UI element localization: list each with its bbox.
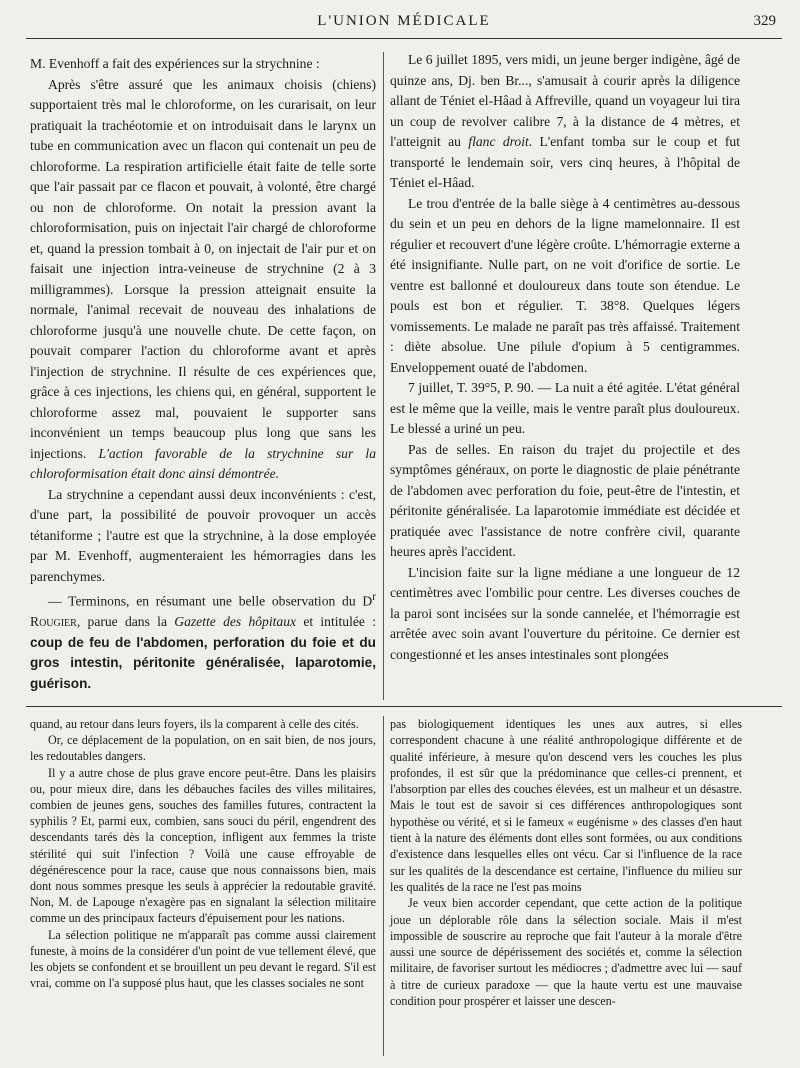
paragraph: Le trou d'entrée de la balle siège à 4 centimètres au-dessous du sein et un peu en dehors de la ligne mamelonnaire. Il est régulier et recouvert d'une légère croûte. L'hémorragie externe a été insignifiante. Nulle part, on ne voit d'orifice de sortie. Le ventre est ballonné et douloureux dans toute son étendue. Le pouls est bon et régulier. T. 38°8. Quelques légers vomissements. Le malade ne paraît pas très affaissé. Traitement : diète absolue. Une pilule d'opium à 5 centigrammes. Enveloppement ouaté de l'abdomen. xyxy=(390,195,740,375)
bottom-left-column xyxy=(30,716,376,991)
paragraph: Après s'être assuré que les animaux choisis (chiens) supportaient très mal le chloroforme, on les curarisait, on leur pratiquait la trachéotomie et on introduisait dans le larynx un tube en communication avec un flacon qui contenait un peu de chloroforme. La respiration artificielle était faite de telle sorte que l'air passait par ce flacon et pouvait, à volonté, être chargé ou non de chloroforme. On notait la pression avant la chloroformisation, puis on injectait l'air chargé de chloroforme et, quand la pression tombait à 0, on injectait de l'air pur et on faisait une injection intra-veineuse de strychnine (2 à 3 milligrammes). Lorsque la pression atteignait ensuite la normale, l'animal recevait de nouveau des inhalations de chloroforme jusqu'à une nouvelle chute. De cette façon, on pouvait comparer l'action du chloroforme avant et après l'injection de strychnine. Il résulte de ces expériences que, grâce à ces injections, les chiens qui, en général, supportent le chloroforme assez mal, pouvaient le supporter sans inconvénient un temps beaucoup plus long que sans les injections. L'action favorable de la strychnine sur la chloroformisation était donc ainsi démontrée. xyxy=(30,76,376,481)
paragraph: La strychnine a cependant aussi deux inconvénients : c'est, d'une part, la possibilité de pouvoir provoquer un accès tétaniforme ; l'autre est que la strychnine, à la dose employée par M. Evenhoff, augmenteraient les hémorragies dans les parenchymes. xyxy=(30,486,376,584)
header-rule xyxy=(26,38,782,39)
paragraph: — Terminons, en résumant une belle observation du $D^r$ Rougier, parue dans la Gazette des hôpitaux et intitulée : coup de feu de l'abdomen, perforation du foie et du gros intestin, péritonite généralisée, laparotomie, guérison. xyxy=(30,591,376,691)
paragraph: Or, ce déplacement de la population, on en sait bien, de nos jours, les redoutables dangers. xyxy=(30,733,376,764)
paragraph: Le 6 juillet 1895, vers midi, un jeune berger indigène, âgé de quinze ans, Dj. ben Br..., s'amusait à courir après la diligence allant de Téniet el-Hâad à Affreville, quand un voyageur lui tira un coup de revolver calibre 7, à la distance de 4 mètres, et l'atteignit au flanc droit. L'enfant tomba sur le coup et fut transporté le lendemain soir, vers cinq heures, à l'hôpital de Téniet el-Hâad. xyxy=(390,52,741,190)
italic-conclusion: L'action favorable de la strychnine sur la chloroformisation était donc ainsi démontrée. xyxy=(30,445,376,481)
paragraph: M. Evenhoff a fait des expériences sur la strychnine : xyxy=(30,56,320,71)
paragraph: Je veux bien accorder cependant, que cette action de la politique joue un déplorable rôle dans la sélection sociale. Mais il m'est impossible de souscrire au reproche que fait l'auteur à la morale d'être aussi une source de dépérissement des sociétés et, comme la sélection militaire, de favoriser surtout les médiocres ; d'admettre avec lui — sauf à titre de curieux paradoxe — que la haute vertu est une mauvaise condition pour prospérer et laisser une descen- xyxy=(390,896,742,1009)
section-rule xyxy=(26,706,782,707)
page-header xyxy=(24,10,784,36)
paragraph: quand, au retour dans leurs foyers, ils la comparent à celle des cités. xyxy=(30,717,359,731)
case-title: coup de feu de l'abdomen, perforation du foie et du gros intestin, péritonite généralisée, laparotomie, guérison. xyxy=(30,634,376,691)
column-divider-bottom xyxy=(383,716,384,1056)
paragraph: Pas de selles. En raison du trajet du projectile et des symptômes généraux, on porte le diagnostic de plaie pénétrante de l'abdomen avec perforation du foie, peut-être de l'intestin, et péritonite généralisée. La laparotomie immédiate est décidée et pratiquée avec l'assistance de notre confrère civil, quarante heures après l'accident. xyxy=(390,441,740,559)
journal-reference: Gazette des hôpitaux xyxy=(174,614,297,630)
paragraph: La sélection politique ne m'apparaît pas comme aussi clairement funeste, à moins de la considérer d'un point de vue tellement élevé, que les objets se confondent et se brouillent un peu devant le regard. S'il est vrai, comme on l'a supposé plus haut, que les classes sociales ne sont xyxy=(30,927,376,991)
column-divider-top xyxy=(383,52,384,700)
top-left-column xyxy=(30,54,376,694)
author-name: Rougier xyxy=(30,614,77,630)
bottom-right-column xyxy=(390,716,742,1009)
paragraph: L'incision faite sur la ligne médiane a une longueur de 12 centimètres avec l'ombilic pour centre. Les diverses couches de la paroi sont incisées sur la sonde cannelée, et l'hémorragie est arrêtée avec soin avant l'ouverture du péritoine. Ce dernier est congestionné et les anses intestinales sont plongées xyxy=(390,564,740,662)
journal-title: L'UNION MÉDICALE xyxy=(317,13,491,29)
paragraph: pas biologiquement identiques les unes aux autres, si elles correspondent chacune à une réalité anthropologique différente et de qualité inférieure, à mesure qu'on descend vers les couches les plus profondes, il est sûr que la prédominance que celles-ci prennent, et l'absorption par elles des couches élevées, est un malheur et un désastre. Mais le tout est de savoir si ces différences anthropologiques sont hypothèse ou vérité, et si le fameux « eugénisme » des classes d'en haut tient à la nature des éléments dont elles sont formées, ou aux conditions d'existence dans lesquelles elles ont vécu. Car si l'influence de la race sur les qualités de la descendance est certaine, l'influence du milieu sur les qualités de la race ne l'est pas moins xyxy=(390,717,742,894)
paragraph: 7 juillet, T. 39°5, P. 90. — La nuit a été agitée. L'état général est le même que la veille, mais le ventre paraît plus douloureux. Le blessé a uriné un peu. xyxy=(390,380,740,436)
top-right-column xyxy=(390,50,740,665)
paragraph: Il y a autre chose de plus grave encore peut-être. Dans les plaisirs ou, pour mieux dire, dans les débauches faciles des villes militaires, combien de jeunes gens, souches des familles futures, contractent la syphilis ? Et, parmi eux, combien, sans souci du péril, engendrent des descendants tarés dès la conception, infligent aux femmes la triste stérilité qui suit l'infection ? Voilà une cause effroyable de dégénérescence pour la race, cause que nous connaissons bien, mais dont nous sommes presque les seuls à apprécier la redoutable gravité. Non, M. de Lapouge n'exagère pas en signalant la sélection militaire comme un des principaux facteurs d'épuisement pour les nations. xyxy=(30,765,376,926)
page-number: 329 xyxy=(753,13,776,29)
